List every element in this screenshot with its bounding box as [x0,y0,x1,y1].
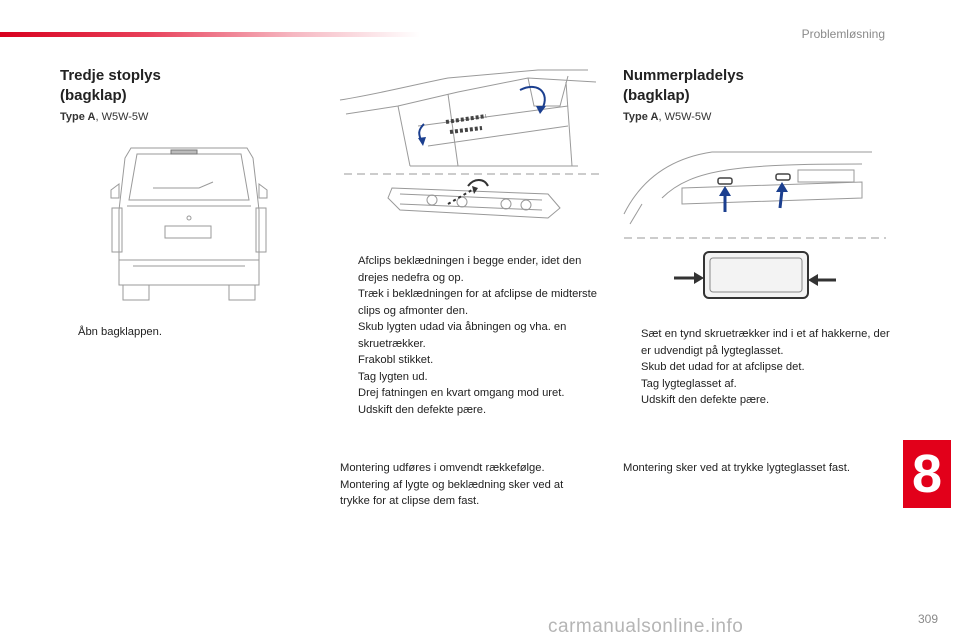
number-plate-light-illustration [622,138,888,302]
bulb-type-label: Type A [623,111,659,123]
watermark: carmanualsonline.info [548,616,744,637]
step-text: Skub lygten udad via åbningen og vha. en skruetrækker. [358,321,567,350]
list-item [340,352,600,369]
heading-number-plate-light [623,66,744,106]
list-item [340,319,600,352]
list-item [340,402,600,419]
step-text: Afclips beklædningen i begge ender, idet den drejes nedefra og op. [358,255,582,284]
step-text: Skub det udad for at afclipse det. [641,361,805,373]
header-accent-bar [0,32,420,37]
col1-steps-list [60,324,290,341]
list-item [623,359,893,376]
list-item [623,326,893,359]
step-text: Tag lygteglasset af. [641,377,737,390]
col3-reassembly-note [623,460,893,477]
col2-reassembly-note [340,460,610,510]
van-rear-illustration [103,140,275,305]
bulb-type-line [60,111,148,123]
step-text: Drej fatningen en kvart omgang mod uret. [358,387,565,399]
col3-steps-list [623,326,893,409]
step-text: Træk i beklædningen for at afclipse de midterste clips og afmonter den. [358,288,597,317]
step-text: Frakobl stikket. [358,354,434,366]
col2-steps-list [340,253,600,418]
bulb-type-value: , W5W-5W [658,111,712,123]
chapter-tab: 8 [903,440,951,508]
note-line: Montering af lygte og beklædning sker ved at [340,478,564,491]
step-text: Udskift den defekte pære. [641,394,770,406]
list-item [623,376,893,393]
step-text: Sæt en tynd skruetrækker ind i et af hakkerne, der er udvendigt på lygteglasset. [641,328,890,357]
list-item [340,286,600,319]
bulb-type-line [623,111,711,123]
heading-line: (bagklap) [623,87,690,104]
heading-line: Tredje stoplys [60,67,161,84]
page-number: 309 [917,612,938,626]
list-item [60,324,290,341]
list-item [623,392,893,409]
brake-light-removal-illustration [338,66,600,240]
list-item [340,253,600,286]
list-item [340,385,600,402]
bulb-type-label: Type A [60,111,96,123]
note-line: Montering udføres i omvendt rækkefølge. [340,462,545,474]
step-text: Tag lygten ud. [358,370,428,383]
heading-line: Nummerpladelys [623,67,744,84]
note-line: trykke for at clipse dem fast. [340,495,480,507]
heading-line: (bagklap) [60,87,127,104]
note-line: Montering sker ved at trykke lygteglasset fast. [623,462,850,474]
step-text: Åbn bagklappen. [78,326,162,338]
section-title: Problemløsning [801,27,885,41]
heading-third-brake-light [60,66,161,106]
bulb-type-value: , W5W-5W [95,111,149,123]
step-text: Udskift den defekte pære. [358,403,487,416]
list-item [340,369,600,386]
